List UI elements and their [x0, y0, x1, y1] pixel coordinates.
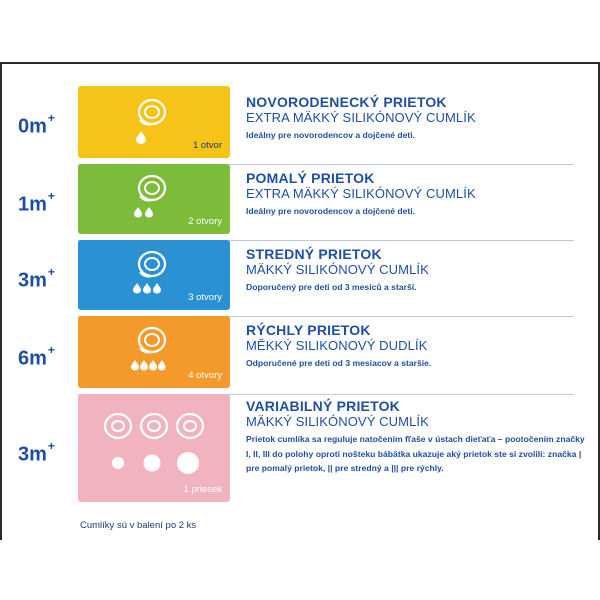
- age-label: [18, 110, 74, 138]
- flow-title: NOVORODENECKÝ PRIETOK: [246, 94, 447, 110]
- flow-row-fast: [2, 316, 598, 388]
- flow-tile-medium: [78, 240, 230, 310]
- flow-tile-newborn: [78, 86, 230, 158]
- drop-icon: [130, 359, 166, 371]
- age-value: 6m: [18, 347, 47, 370]
- nipple-type: EXTRA MÄKKÝ SILIKÓNOVÝ CUMLÍK: [246, 186, 476, 201]
- age-plus: +: [47, 189, 55, 203]
- flow-description: Odporučené pre deti od 3 mesiacov a staršie.: [246, 358, 432, 368]
- flow-title: VARIABILNÝ PRIETOK: [246, 398, 400, 414]
- hole-circle-icon: [106, 450, 206, 476]
- age-plus: +: [47, 439, 55, 453]
- flow-tile-variable: [78, 394, 230, 502]
- flow-title: POMALÝ PRIETOK: [246, 170, 375, 186]
- nipple-icon: [100, 410, 210, 444]
- flow-text: [246, 322, 586, 370]
- flow-description: Prietok cumlíka sa reguluje natočením fľaše v ústach dieťaťa – pootočením značky I, II, III do polohy oproti nošteku bábätka ukazuje aký prietok ste si zvolili: značka | pre pomalý prietok, || pre stredný a ||| pre rýchly.: [246, 434, 585, 473]
- age-value: 3m: [18, 269, 47, 292]
- flow-chart-panel: [0, 62, 600, 540]
- age-label: [18, 342, 74, 370]
- nipple-type: MÄKKÝ SILIKÓNOVÝ CUMLÍK: [246, 262, 429, 277]
- age-label: [18, 264, 74, 292]
- flow-row-newborn: [2, 86, 598, 158]
- flow-title: RÝCHLY PRIETOK: [246, 322, 371, 338]
- package-note: Cumlíky sú v balení po 2 ks: [80, 520, 197, 531]
- age-label: [18, 188, 74, 216]
- nipple-icon: [134, 326, 170, 356]
- nipple-type: MÄKKÝ SILIKÓNOVÝ CUMLÍK: [246, 414, 429, 429]
- drop-icon: [132, 282, 162, 294]
- drop-icon: [132, 206, 156, 218]
- flow-tile-slow: [78, 164, 230, 234]
- flow-text: [246, 246, 586, 294]
- age-plus: +: [47, 343, 55, 357]
- age-plus: +: [47, 265, 55, 279]
- flow-description: Doporučený pre deti od 3 mesiců a starší.: [246, 282, 417, 292]
- age-value: 0m: [18, 115, 47, 138]
- flow-text: [246, 398, 586, 476]
- drop-icon: [134, 130, 148, 144]
- age-label: [18, 438, 74, 466]
- tile-label: 1 priesek: [183, 484, 222, 495]
- tile-label: 1 otvor: [192, 140, 222, 151]
- nipple-type: MĚKKÝ SILIKONOVÝ DUDLÍK: [246, 338, 428, 353]
- flow-tile-fast: [78, 316, 230, 388]
- age-value: 3m: [18, 443, 47, 466]
- flow-row-variable: [2, 394, 598, 504]
- nipple-icon: [134, 174, 170, 204]
- age-plus: +: [47, 111, 55, 125]
- flow-text: [246, 94, 586, 142]
- tile-label: 2 otvory: [188, 216, 222, 227]
- flow-title: STREDNÝ PRIETOK: [246, 246, 382, 262]
- flow-description: Ideálny pre novorodencov a dojčené deti.: [246, 130, 416, 140]
- flow-row-slow: [2, 164, 598, 234]
- flow-description: Ideálny pre novorodencov a dojčené deti.: [246, 206, 416, 216]
- nipple-icon: [134, 250, 170, 280]
- flow-row-medium: [2, 240, 598, 310]
- age-value: 1m: [18, 193, 47, 216]
- tile-label: 3 otvory: [188, 292, 222, 303]
- nipple-type: EXTRA MÄKKÝ SILIKÓNOVÝ CUMLÍK: [246, 110, 476, 125]
- tile-label: 4 otvory: [188, 370, 222, 381]
- flow-text: [246, 170, 586, 218]
- nipple-icon: [134, 98, 170, 128]
